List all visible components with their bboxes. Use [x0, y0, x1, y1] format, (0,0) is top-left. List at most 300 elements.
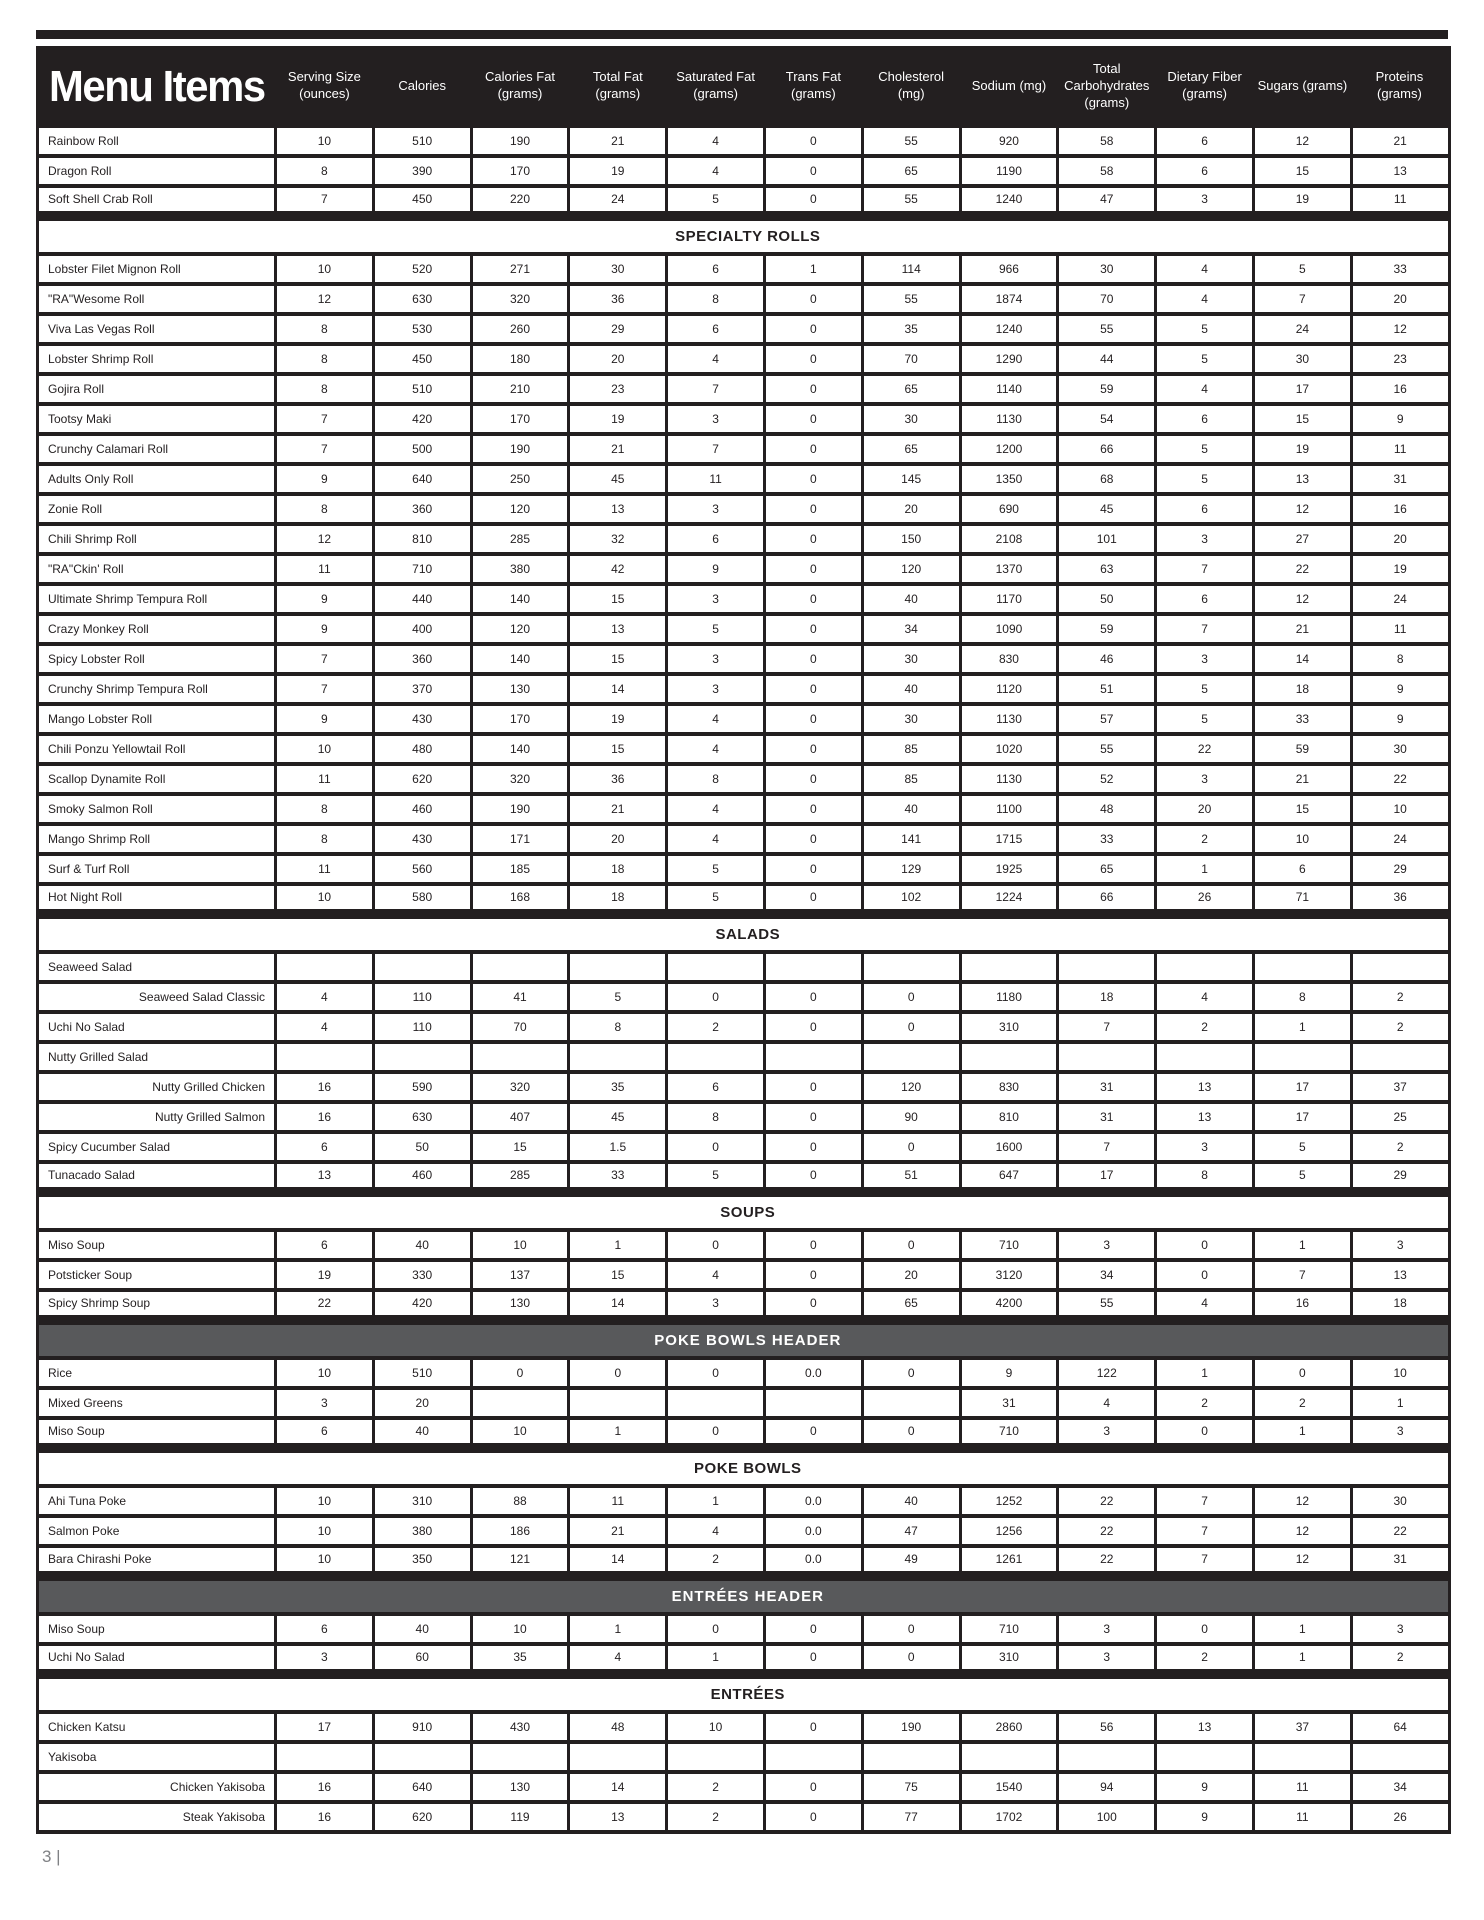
item-value: 810 — [960, 1102, 1058, 1132]
item-value: 1 — [1253, 1614, 1351, 1644]
item-value: 36 — [569, 284, 667, 314]
item-value: 440 — [373, 584, 471, 614]
item-value: 58 — [1058, 126, 1156, 156]
item-value: 4 — [667, 704, 765, 734]
item-value: 14 — [569, 674, 667, 704]
item-value: 3 — [1156, 764, 1254, 794]
item-value: 4 — [276, 982, 374, 1012]
table-row — [38, 644, 1450, 674]
item-value: 1252 — [960, 1486, 1058, 1516]
item-value — [960, 1742, 1058, 1772]
item-value: 370 — [373, 674, 471, 704]
item-value: 520 — [373, 254, 471, 284]
item-value: 30 — [862, 404, 960, 434]
table-row — [38, 764, 1450, 794]
item-value: 10 — [276, 1486, 374, 1516]
item-value: 8 — [276, 314, 374, 344]
item-value: 31 — [960, 1388, 1058, 1418]
item-value: 14 — [569, 1772, 667, 1802]
item-name: Ahi Tuna Poke — [38, 1486, 276, 1516]
item-value: 13 — [569, 494, 667, 524]
item-value: 2 — [667, 1772, 765, 1802]
item-value: 8 — [276, 374, 374, 404]
item-value: 21 — [1253, 614, 1351, 644]
table-row — [38, 1418, 1450, 1448]
item-value: 70 — [471, 1012, 569, 1042]
table-row — [38, 314, 1450, 344]
item-value: 19 — [569, 704, 667, 734]
item-value: 12 — [1351, 314, 1449, 344]
item-value: 1 — [1253, 1012, 1351, 1042]
item-name: Nutty Grilled Salmon — [38, 1102, 276, 1132]
item-value: 65 — [1058, 854, 1156, 884]
item-value: 51 — [1058, 674, 1156, 704]
item-value: 94 — [1058, 1772, 1156, 1802]
item-value — [1351, 1042, 1449, 1072]
item-value: 0 — [764, 1614, 862, 1644]
table-row — [38, 1388, 1450, 1418]
item-value: 137 — [471, 1260, 569, 1290]
item-value: 1 — [1351, 1388, 1449, 1418]
item-value: 13 — [1351, 1260, 1449, 1290]
item-value: 31 — [1058, 1072, 1156, 1102]
item-value: 285 — [471, 524, 569, 554]
item-value: 1 — [569, 1614, 667, 1644]
item-value: 129 — [862, 854, 960, 884]
item-value: 3 — [1156, 524, 1254, 554]
item-value: 0 — [764, 374, 862, 404]
item-value: 10 — [667, 1712, 765, 1742]
item-name: Potsticker Soup — [38, 1260, 276, 1290]
item-value: 11 — [1351, 434, 1449, 464]
item-value — [1156, 952, 1254, 982]
item-value: 13 — [1156, 1712, 1254, 1742]
item-value: 330 — [373, 1260, 471, 1290]
item-value: 710 — [373, 554, 471, 584]
item-value: 10 — [276, 126, 374, 156]
section-header-row — [38, 1320, 1450, 1358]
item-value: 45 — [569, 1102, 667, 1132]
item-value: 8 — [667, 764, 765, 794]
item-value: 10 — [1351, 794, 1449, 824]
item-value: 140 — [471, 734, 569, 764]
item-value: 0 — [1253, 1358, 1351, 1388]
item-value: 6 — [1156, 126, 1254, 156]
item-value: 400 — [373, 614, 471, 644]
item-value: 5 — [1156, 344, 1254, 374]
item-value: 16 — [276, 1102, 374, 1132]
item-value: 1.5 — [569, 1132, 667, 1162]
item-name: Spicy Lobster Roll — [38, 644, 276, 674]
item-value: 11 — [276, 854, 374, 884]
item-value: 170 — [471, 704, 569, 734]
item-value: 44 — [1058, 344, 1156, 374]
item-name: Viva Las Vegas Roll — [38, 314, 276, 344]
item-value: 10 — [471, 1418, 569, 1448]
item-value: 26 — [1156, 884, 1254, 914]
table-row — [38, 186, 1450, 216]
table-row — [38, 1260, 1450, 1290]
item-value — [373, 1042, 471, 1072]
item-value: 55 — [1058, 734, 1156, 764]
item-value: 27 — [1253, 524, 1351, 554]
item-name: Tunacado Salad — [38, 1162, 276, 1192]
item-value: 22 — [1156, 734, 1254, 764]
item-value: 1224 — [960, 884, 1058, 914]
item-value: 830 — [960, 1072, 1058, 1102]
item-value: 1290 — [960, 344, 1058, 374]
item-value: 19 — [569, 156, 667, 186]
item-value: 170 — [471, 404, 569, 434]
item-value: 31 — [1058, 1102, 1156, 1132]
item-value: 5 — [1156, 314, 1254, 344]
item-value: 51 — [862, 1162, 960, 1192]
item-value: 18 — [1253, 674, 1351, 704]
item-value: 0 — [764, 1712, 862, 1742]
top-rule — [36, 30, 1448, 39]
item-value: 1200 — [960, 434, 1058, 464]
item-value: 31 — [1351, 1546, 1449, 1576]
item-value: 121 — [471, 1546, 569, 1576]
item-value — [471, 1742, 569, 1772]
section-header-row — [38, 1192, 1450, 1230]
item-value: 55 — [862, 284, 960, 314]
item-value: 5 — [667, 1162, 765, 1192]
item-value — [862, 1042, 960, 1072]
item-value: 0 — [862, 1012, 960, 1042]
item-value: 15 — [569, 734, 667, 764]
item-value: 88 — [471, 1486, 569, 1516]
item-value: 0 — [764, 344, 862, 374]
item-value: 0 — [1156, 1418, 1254, 1448]
item-value: 10 — [471, 1230, 569, 1260]
item-value: 450 — [373, 344, 471, 374]
item-value — [764, 1042, 862, 1072]
item-value: 0 — [764, 854, 862, 884]
item-value: 42 — [569, 554, 667, 584]
item-value: 23 — [1351, 344, 1449, 374]
item-value — [1253, 1042, 1351, 1072]
item-value: 22 — [1058, 1546, 1156, 1576]
item-value: 0 — [1156, 1260, 1254, 1290]
item-value: 24 — [1253, 314, 1351, 344]
item-value — [276, 1742, 374, 1772]
item-value: 19 — [1253, 434, 1351, 464]
table-row — [38, 404, 1450, 434]
item-value: 7 — [276, 186, 374, 216]
column-header: Serving Size (ounces) — [276, 48, 374, 126]
item-value: 10 — [276, 254, 374, 284]
item-value: 75 — [862, 1772, 960, 1802]
item-value: 1 — [1253, 1644, 1351, 1674]
item-value: 5 — [667, 884, 765, 914]
item-value: 380 — [373, 1516, 471, 1546]
item-value: 420 — [373, 404, 471, 434]
item-value: 55 — [862, 186, 960, 216]
item-value: 45 — [1058, 494, 1156, 524]
item-value: 0 — [862, 1358, 960, 1388]
item-value: 168 — [471, 884, 569, 914]
item-value: 5 — [1156, 674, 1254, 704]
item-value: 40 — [862, 1486, 960, 1516]
item-name: Tootsy Maki — [38, 404, 276, 434]
item-value: 1540 — [960, 1772, 1058, 1802]
item-name: Dragon Roll — [38, 156, 276, 186]
item-value: 0 — [667, 1614, 765, 1644]
item-value: 0 — [1156, 1230, 1254, 1260]
item-value: 46 — [1058, 644, 1156, 674]
table-row — [38, 1162, 1450, 1192]
item-value: 40 — [862, 584, 960, 614]
item-value: 407 — [471, 1102, 569, 1132]
item-value — [1058, 1042, 1156, 1072]
item-value: 3 — [1156, 644, 1254, 674]
item-value: 0 — [569, 1358, 667, 1388]
item-value: 110 — [373, 1012, 471, 1042]
item-value: 35 — [569, 1072, 667, 1102]
item-value: 1600 — [960, 1132, 1058, 1162]
item-value: 8 — [667, 1102, 765, 1132]
item-value: 11 — [569, 1486, 667, 1516]
item-value: 29 — [569, 314, 667, 344]
item-value: 1100 — [960, 794, 1058, 824]
item-value: 10 — [276, 1358, 374, 1388]
item-name: Smoky Salmon Roll — [38, 794, 276, 824]
item-value: 145 — [862, 464, 960, 494]
item-value: 8 — [569, 1012, 667, 1042]
item-value: 0 — [764, 1802, 862, 1832]
table-row — [38, 344, 1450, 374]
table-title-cell — [38, 48, 276, 126]
item-value: 0 — [764, 704, 862, 734]
item-value: 310 — [960, 1012, 1058, 1042]
item-name: Scallop Dynamite Roll — [38, 764, 276, 794]
item-value: 15 — [569, 1260, 667, 1290]
item-value: 13 — [1253, 464, 1351, 494]
item-value: 13 — [569, 1802, 667, 1832]
item-value: 22 — [1351, 764, 1449, 794]
table-row — [38, 952, 1450, 982]
item-name: Surf & Turf Roll — [38, 854, 276, 884]
item-value: 8 — [276, 494, 374, 524]
item-name: Crazy Monkey Roll — [38, 614, 276, 644]
item-value: 15 — [1253, 156, 1351, 186]
item-value: 9 — [667, 554, 765, 584]
item-value: 20 — [569, 824, 667, 854]
item-value: 40 — [862, 794, 960, 824]
item-value — [569, 1042, 667, 1072]
item-value: 5 — [667, 614, 765, 644]
item-value: 430 — [373, 824, 471, 854]
table-row — [38, 824, 1450, 854]
item-value — [960, 1042, 1058, 1072]
item-value: 6 — [667, 524, 765, 554]
item-value: 5 — [1156, 464, 1254, 494]
item-value: 0 — [764, 794, 862, 824]
item-name: Miso Soup — [38, 1418, 276, 1448]
section-header-row — [38, 1576, 1450, 1614]
table-row — [38, 156, 1450, 186]
item-value: 30 — [862, 704, 960, 734]
item-value: 17 — [1253, 1072, 1351, 1102]
nutrition-table — [36, 46, 1451, 1834]
item-value: 2 — [1351, 1132, 1449, 1162]
item-value: 1 — [1253, 1418, 1351, 1448]
item-value: 1874 — [960, 284, 1058, 314]
item-value: 4 — [667, 344, 765, 374]
item-value: 40 — [373, 1418, 471, 1448]
item-value: 710 — [960, 1418, 1058, 1448]
item-value: 4 — [1156, 254, 1254, 284]
item-value: 120 — [471, 494, 569, 524]
item-value: 30 — [862, 644, 960, 674]
item-value: 30 — [569, 254, 667, 284]
item-value: 0 — [764, 404, 862, 434]
item-value: 0 — [764, 554, 862, 584]
item-value: 2 — [1351, 982, 1449, 1012]
item-value: 55 — [862, 126, 960, 156]
item-value: 48 — [569, 1712, 667, 1742]
section-header-row — [38, 1448, 1450, 1486]
item-value: 0 — [667, 1230, 765, 1260]
item-value — [1351, 1742, 1449, 1772]
item-value: 6 — [276, 1132, 374, 1162]
table-row — [38, 1742, 1450, 1772]
section-title: ENTRÉES — [39, 1679, 1448, 1710]
item-value: 4 — [667, 156, 765, 186]
item-value: 0 — [862, 1614, 960, 1644]
item-value: 7 — [1058, 1012, 1156, 1042]
item-name: Crunchy Calamari Roll — [38, 434, 276, 464]
item-value: 9 — [1351, 674, 1449, 704]
item-value: 6 — [667, 254, 765, 284]
item-name: Uchi No Salad — [38, 1644, 276, 1674]
item-value: 3 — [667, 584, 765, 614]
item-value: 710 — [960, 1230, 1058, 1260]
item-value: 12 — [1253, 1546, 1351, 1576]
item-value: 1702 — [960, 1802, 1058, 1832]
item-value: 830 — [960, 644, 1058, 674]
item-value: 250 — [471, 464, 569, 494]
item-value: 56 — [1058, 1712, 1156, 1742]
item-value: 320 — [471, 284, 569, 314]
item-name: Miso Soup — [38, 1614, 276, 1644]
item-value: 0.0 — [764, 1358, 862, 1388]
item-value: 9 — [1156, 1802, 1254, 1832]
item-value: 10 — [1351, 1358, 1449, 1388]
item-value: 0 — [764, 644, 862, 674]
item-value: 7 — [276, 404, 374, 434]
item-value: 1180 — [960, 982, 1058, 1012]
item-value: 0 — [764, 284, 862, 314]
item-value: 0 — [764, 464, 862, 494]
table-row — [38, 884, 1450, 914]
item-value: 5 — [1156, 704, 1254, 734]
item-value: 1 — [667, 1486, 765, 1516]
item-value: 34 — [862, 614, 960, 644]
column-header: Saturated Fat (grams) — [667, 48, 765, 126]
item-value: 13 — [569, 614, 667, 644]
item-value: 1350 — [960, 464, 1058, 494]
item-name: Rice — [38, 1358, 276, 1388]
item-value: 420 — [373, 1290, 471, 1320]
item-value — [373, 1742, 471, 1772]
item-value: 13 — [1156, 1102, 1254, 1132]
item-value: 3 — [1058, 1230, 1156, 1260]
item-value: 690 — [960, 494, 1058, 524]
item-value: 0 — [764, 1012, 862, 1042]
item-value: 65 — [862, 156, 960, 186]
item-value: 18 — [1058, 982, 1156, 1012]
item-value: 8 — [1253, 982, 1351, 1012]
item-value: 0.0 — [764, 1486, 862, 1516]
item-value: 8 — [276, 344, 374, 374]
item-name: Mango Lobster Roll — [38, 704, 276, 734]
item-value: 2 — [1156, 1388, 1254, 1418]
item-value: 920 — [960, 126, 1058, 156]
item-value: 21 — [569, 126, 667, 156]
section-title: POKE BOWLS HEADER — [39, 1325, 1448, 1356]
item-value: 12 — [1253, 126, 1351, 156]
item-value: 1256 — [960, 1516, 1058, 1546]
item-value: 7 — [1156, 1516, 1254, 1546]
item-value: 14 — [569, 1290, 667, 1320]
table-row — [38, 1546, 1450, 1576]
item-value: 100 — [1058, 1802, 1156, 1832]
item-value: 34 — [1351, 1772, 1449, 1802]
item-value: 15 — [569, 584, 667, 614]
item-value: 32 — [569, 524, 667, 554]
item-name: Crunchy Shrimp Tempura Roll — [38, 674, 276, 704]
table-row — [38, 494, 1450, 524]
item-value: 500 — [373, 434, 471, 464]
item-value: 15 — [569, 644, 667, 674]
item-value: 1 — [1156, 854, 1254, 884]
item-value: 6 — [1156, 494, 1254, 524]
item-value: 2 — [667, 1802, 765, 1832]
item-value: 141 — [862, 824, 960, 854]
item-value: 390 — [373, 156, 471, 186]
item-value — [471, 1388, 569, 1418]
item-name: Bara Chirashi Poke — [38, 1546, 276, 1576]
item-value: 35 — [862, 314, 960, 344]
item-value: 47 — [862, 1516, 960, 1546]
item-value: 11 — [667, 464, 765, 494]
item-value: 33 — [569, 1162, 667, 1192]
item-value — [569, 952, 667, 982]
item-value: 70 — [1058, 284, 1156, 314]
item-value: 31 — [1351, 464, 1449, 494]
item-value: 9 — [276, 584, 374, 614]
item-value: 3 — [276, 1644, 374, 1674]
item-value: 16 — [276, 1772, 374, 1802]
item-value: 3 — [667, 404, 765, 434]
item-value: 8 — [1156, 1162, 1254, 1192]
table-row — [38, 284, 1450, 314]
item-value: 0 — [764, 982, 862, 1012]
item-value — [862, 1742, 960, 1772]
table-row — [38, 374, 1450, 404]
item-value — [373, 952, 471, 982]
item-value — [1058, 1742, 1156, 1772]
item-name: Lobster Shrimp Roll — [38, 344, 276, 374]
item-value: 4 — [1156, 284, 1254, 314]
item-value: 114 — [862, 254, 960, 284]
item-value: 360 — [373, 494, 471, 524]
item-value: 85 — [862, 734, 960, 764]
item-value: 29 — [1351, 1162, 1449, 1192]
item-value: 190 — [471, 794, 569, 824]
